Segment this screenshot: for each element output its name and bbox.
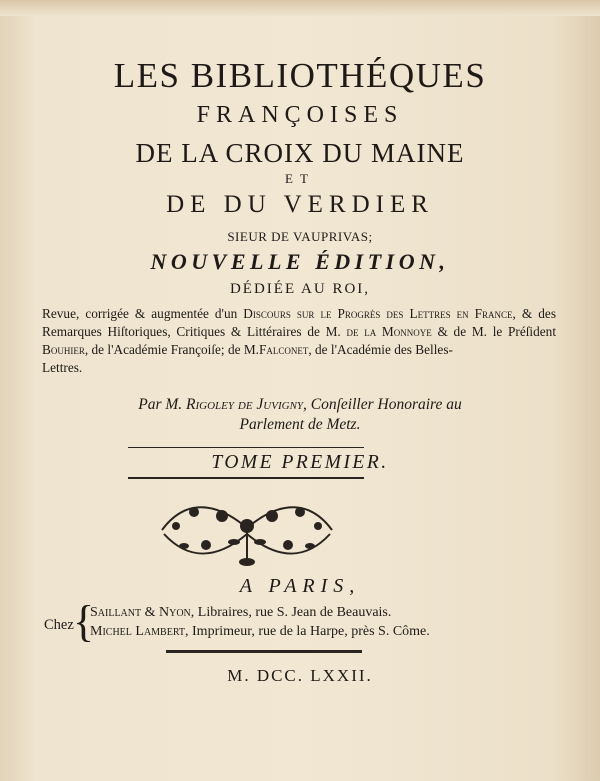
body-smallcaps: Falconet xyxy=(258,342,309,357)
publisher-line-1 xyxy=(90,605,391,621)
body-text: , & des Remarques Hiſtoriques, Critiques & xyxy=(42,306,556,339)
publisher-name-1: Saillant & Nyon xyxy=(90,605,191,620)
body-text: , de l'Académie des Belles- xyxy=(308,342,453,357)
imprint-year: M. DCC. LXXII. xyxy=(227,666,373,685)
brace-icon: { xyxy=(73,597,95,646)
title-line-4: ET xyxy=(285,171,315,186)
author-prefix: Par M. xyxy=(138,396,183,413)
title-line-7: NOUVELLE ÉDITION, xyxy=(150,249,450,274)
publisher-address-1: , Libraires, rue S. Jean de Beauvais. xyxy=(190,605,392,620)
author-title-2: Parlement de Metz. xyxy=(239,416,361,433)
body-smallcaps: Bouhier xyxy=(42,342,85,357)
description-paragraph xyxy=(42,305,556,377)
title-line-1: LES BIBLIOTHÉQUES xyxy=(113,56,487,95)
author-line xyxy=(40,395,560,435)
divider-bottom xyxy=(128,477,364,479)
publisher-name-2: Michel Lambert xyxy=(90,624,186,639)
volume-label: TOME PREMIER. xyxy=(211,452,389,473)
title-line-6: SIEUR DE VAUPRIVAS; xyxy=(227,229,373,244)
body-text: & de M. le Préſident xyxy=(437,324,557,339)
body-smallcaps: Discours sur le Progrès des xyxy=(243,306,404,321)
floral-ornament-icon xyxy=(154,490,340,568)
divider-top xyxy=(128,447,364,448)
body-text: , xyxy=(84,342,89,357)
author-name: Rigoley de Juvigny xyxy=(186,396,304,413)
body-text: Revue, corrigée & augmentée d'un xyxy=(42,306,238,321)
body-text: Lettres. xyxy=(42,360,83,375)
author-title: , Conſeiller Honoraire au xyxy=(303,396,462,413)
publisher-line-2 xyxy=(90,624,430,640)
imprint-chez: Chez xyxy=(44,617,74,633)
page-edge xyxy=(0,0,600,16)
title-line-5: DE DU VERDIER xyxy=(166,191,434,218)
imprint-rule xyxy=(166,650,362,653)
publisher-address-2: , Imprimeur, rue de la Harpe, près S. Côme. xyxy=(185,624,430,639)
imprint-city: A PARIS, xyxy=(239,575,361,597)
title-line-3: DE LA CROIX DU MAINE xyxy=(135,138,465,168)
title-line-8: DÉDIÉE AU ROI, xyxy=(229,281,371,297)
body-text: Littéraires de M. xyxy=(246,324,341,339)
title-line-2: FRANÇOISES xyxy=(196,102,404,128)
body-smallcaps: Lettres en France xyxy=(409,306,513,321)
body-text: de l'Académie Françoiſe; de M. xyxy=(91,342,259,357)
body-smallcaps: de la Monnoye xyxy=(346,324,432,339)
